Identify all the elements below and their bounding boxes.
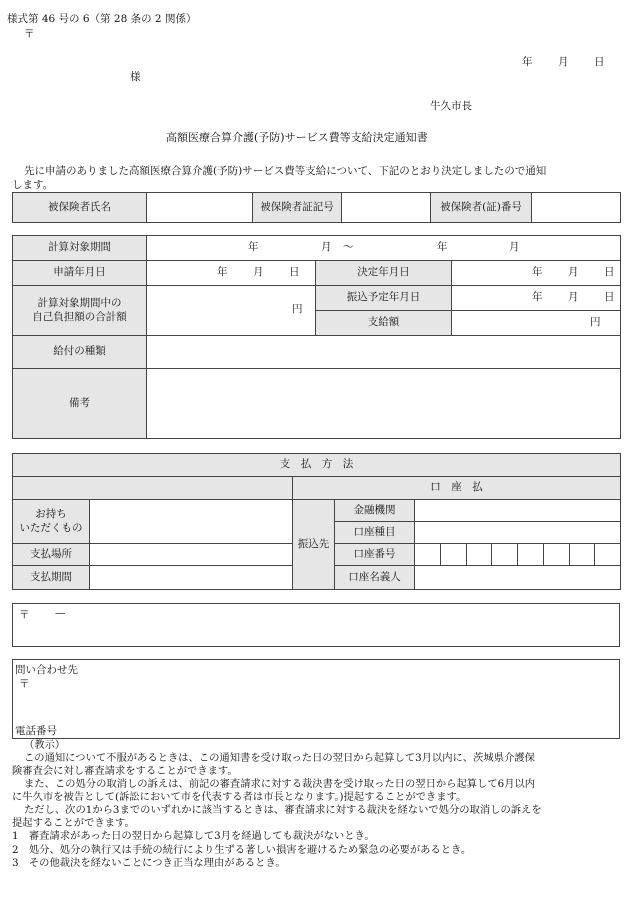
payment-amount-field[interactable] [452, 311, 621, 336]
payment-place-field[interactable] [90, 544, 293, 566]
decision-year: 年 [532, 266, 543, 278]
account-digit-7[interactable] [570, 544, 596, 565]
intro-line-2: します。 [12, 179, 54, 191]
notes-section [12, 739, 620, 870]
account-number-field[interactable] [415, 544, 621, 566]
transfer-date-label: 振込予定年月日 [316, 286, 452, 311]
transfer-to-label: 振込先 [293, 500, 335, 590]
total-label-line-1: 計算対象期間中の [37, 297, 122, 310]
issuer: 牛久市長 [430, 100, 472, 112]
addressee-suffix: 様 [130, 71, 141, 83]
account-digit-6[interactable] [544, 544, 570, 565]
bank-label: 金融機関 [335, 500, 415, 522]
transfer-year: 年 [532, 291, 543, 303]
notes-p3-line1: ただし、次の1から3までのいずれかに該当するときは、審査請求に対する裁決を経ないで処分の取消しの訴えを [24, 804, 542, 817]
transfer-day: 日 [604, 291, 615, 303]
period-month-1: 月 [321, 241, 332, 253]
decision-month: 月 [568, 266, 579, 278]
bring-items-field[interactable] [90, 500, 293, 544]
decision-day: 日 [604, 266, 615, 278]
address-postal-dash: — [55, 607, 66, 619]
account-digit-2[interactable] [441, 544, 467, 565]
bring-label-line-2: いただくもの [19, 521, 83, 534]
notes-p1-line1: この通知について不服があるときは、この通知書を受け取った日の翌日から起算して3月以内に、茨城県介護保 [24, 752, 535, 765]
bring-items-label [13, 500, 90, 544]
address-postal-mark: 〒 [19, 609, 30, 621]
notes-item-3: 3 その他裁決を経ないことにつき正当な理由があるとき。 [12, 856, 286, 869]
benefit-type-label: 給付の種類 [13, 336, 147, 369]
details-table [12, 235, 621, 439]
decision-date-field[interactable] [452, 261, 621, 286]
insured-name-label: 被保険者氏名 [13, 193, 147, 223]
apply-year: 年 [217, 266, 228, 278]
insured-cert-label: 被保険者証記号 [253, 193, 342, 223]
insured-table [12, 192, 621, 223]
contact-box[interactable] [12, 659, 620, 739]
apply-day: 日 [289, 266, 300, 278]
total-yen: 円 [292, 302, 303, 315]
payment-yen: 円 [590, 316, 601, 328]
notes-p2-line2: に牛久市を被告として(訴訟において市を代表する者は市長となります。)提起することができます。 [12, 791, 467, 804]
date-year: 年 [522, 56, 533, 68]
total-amount-field[interactable] [147, 286, 316, 336]
account-holder-field[interactable] [415, 566, 621, 590]
decision-date-label: 決定年月日 [316, 261, 452, 286]
account-type-field[interactable] [415, 522, 621, 544]
insured-number-field[interactable] [532, 193, 621, 223]
payment-place-label: 支払場所 [13, 544, 90, 566]
document-title: 高額医療合算介護(予防)サービス費等支給決定通知書 [166, 131, 428, 144]
bank-field[interactable] [415, 500, 621, 522]
remarks-label: 備考 [13, 369, 147, 439]
postal-mark: 〒 [24, 28, 35, 40]
contact-phone-label: 電話番号 [15, 725, 57, 737]
account-digit-1[interactable] [415, 544, 441, 565]
address-box[interactable] [12, 603, 620, 647]
notes-p1-line2: 険審査会に対し審査請求をすることができます。 [12, 765, 238, 778]
period-year-2: 年 [437, 241, 448, 253]
period-month-2: 月 [509, 241, 520, 253]
period-label: 計算対象期間 [13, 236, 147, 261]
contact-label: 問い合わせ先 [15, 664, 78, 676]
total-label-line-2: 自己負担額の合計額 [32, 310, 127, 323]
date-month: 月 [558, 56, 569, 68]
contact-postal-mark: 〒 [19, 678, 30, 690]
insured-number-label: 被保険者(証)番号 [431, 193, 532, 223]
bring-label-line-1: お持ち [35, 508, 67, 521]
period-field[interactable] [147, 236, 621, 261]
account-holder-label: 口座名義人 [335, 566, 415, 590]
apply-date-field[interactable] [147, 261, 316, 286]
transfer-date-field[interactable] [452, 286, 621, 311]
account-digit-5[interactable] [518, 544, 544, 565]
apply-date-label: 申請年月日 [13, 261, 147, 286]
intro-line-1: 先に申請のありました高額医療合算介護(予防)サービス費等支給について、下記のとおり決定しましたので通知 [24, 165, 547, 177]
remarks-field[interactable] [147, 369, 621, 439]
total-amount-label [13, 286, 147, 336]
form-number: 様式第 46 号の 6（第 28 条の 2 関係） [7, 13, 197, 25]
transfer-month: 月 [568, 291, 579, 303]
account-digit-4[interactable] [492, 544, 518, 565]
payment-section-title: 支 払 方 法 [13, 454, 621, 477]
payment-table [12, 453, 621, 590]
notes-p3-line2: 提起することができます。 [12, 817, 135, 830]
account-digit-8[interactable] [595, 544, 620, 565]
payment-left-header [13, 477, 293, 500]
period-separator: ～ [343, 241, 354, 253]
period-year-1: 年 [248, 241, 259, 253]
notes-item-1: 1 審査請求があった日の翌日から起算して3月を経過しても裁決がないとき。 [12, 830, 375, 843]
account-type-label: 口座種目 [335, 522, 415, 544]
account-payment-header: 口 座 払 [293, 477, 621, 500]
notes-heading: （教示） [24, 739, 66, 751]
benefit-type-field[interactable] [147, 336, 621, 369]
insured-name-field[interactable] [147, 193, 253, 223]
notes-p2-line1: また、この処分の取消しの訴えは、前記の審査請求に対する裁決書を受け取った日の翌日から起算して6月以内 [24, 778, 536, 791]
apply-month: 月 [253, 266, 264, 278]
payment-amount-label: 支給額 [316, 311, 452, 336]
payment-period-field[interactable] [90, 566, 293, 590]
account-number-label: 口座番号 [335, 544, 415, 566]
account-digit-3[interactable] [467, 544, 493, 565]
date-day: 日 [594, 56, 605, 68]
payment-period-label: 支払期間 [13, 566, 90, 590]
insured-cert-field[interactable] [342, 193, 431, 223]
notes-item-2: 2 処分、処分の執行又は手続の続行により生ずる著しい損害を避けるため緊急の必要があるとき。 [12, 843, 472, 856]
